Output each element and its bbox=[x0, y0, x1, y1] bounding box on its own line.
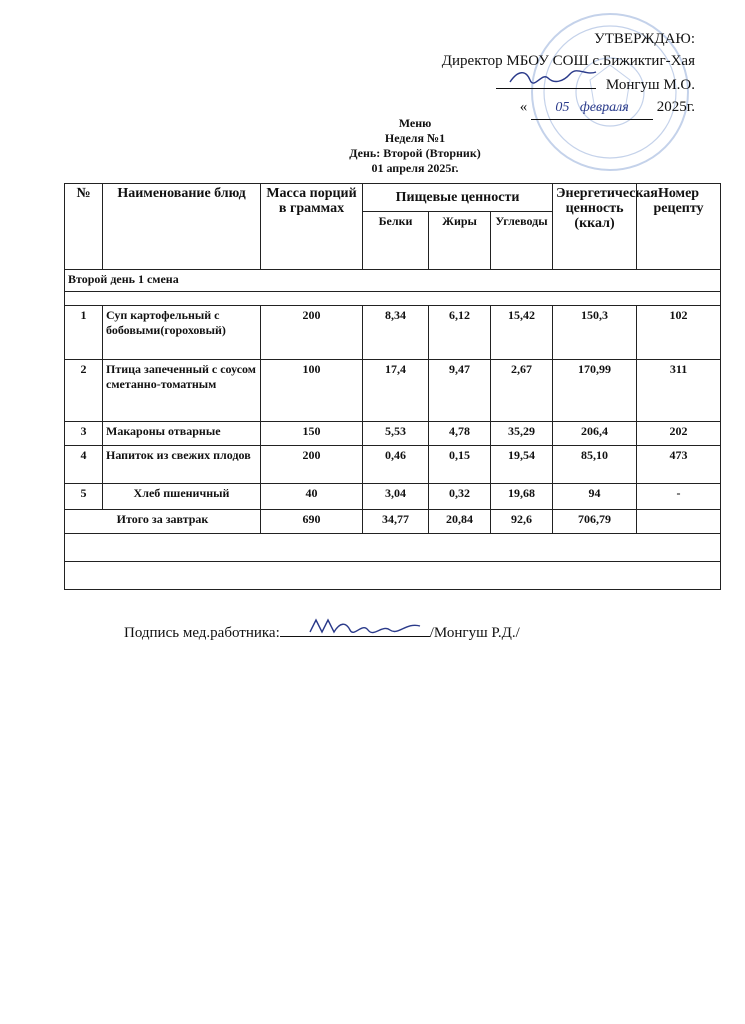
header-carbs: Углеводы bbox=[491, 212, 553, 270]
medic-signature-icon bbox=[306, 616, 426, 636]
header-no: № bbox=[65, 184, 103, 270]
header-fat: Жиры bbox=[429, 212, 491, 270]
approval-block bbox=[442, 28, 695, 120]
table-row: 2 Птица запеченный с соусом сметанно-томатным 100 17,4 9,47 2,67 170,99 311 bbox=[65, 360, 721, 422]
title-date: 01 апреля 2025г. bbox=[371, 161, 459, 175]
approval-name: Монгуш М.О. bbox=[605, 77, 695, 93]
medic-signature-label: Подпись мед.работника: bbox=[124, 625, 280, 641]
approval-date-handwritten: 05 февраля bbox=[531, 97, 653, 120]
dish-name: Птица запеченный с соусом сметанно-томатным bbox=[103, 360, 261, 422]
table-row: 4 Напиток из свежих плодов 200 0,46 0,15 19,54 85,10 473 bbox=[65, 446, 721, 484]
dish-name: Суп картофельный с бобовыми(гороховый) bbox=[103, 306, 261, 360]
header-dish: Наименование блюд bbox=[103, 184, 261, 270]
approval-heading: УТВЕРЖДАЮ: bbox=[594, 31, 695, 47]
empty-row bbox=[65, 562, 721, 590]
header-recipe: Номер рецепту bbox=[637, 184, 721, 270]
director-signature bbox=[496, 72, 596, 89]
title-menu: Меню bbox=[398, 116, 432, 130]
title-day: День: Второй (Вторник) bbox=[349, 146, 481, 160]
table-row: 3 Макароны отварные 150 5,53 4,78 35,29 206,4 202 bbox=[65, 422, 721, 446]
dish-name: Макароны отварные bbox=[103, 422, 261, 446]
document-titles bbox=[0, 116, 745, 176]
approval-name-line bbox=[442, 72, 695, 96]
total-row: Итого за завтрак 690 34,77 20,84 92,6 706,79 bbox=[65, 510, 721, 534]
spacer-row bbox=[65, 292, 721, 306]
table-row: 5 Хлеб пшеничный 40 3,04 0,32 19,68 94 - bbox=[65, 484, 721, 510]
header-protein: Белки bbox=[363, 212, 429, 270]
medic-signature-line bbox=[124, 622, 520, 642]
section-title: Второй день 1 смена bbox=[65, 270, 721, 292]
header-nutrition: Пищевые ценности bbox=[363, 184, 553, 212]
total-label: Итого за завтрак bbox=[65, 510, 261, 534]
director-signature-icon bbox=[508, 68, 598, 86]
header-energy: Энергетическая ценность (ккал) bbox=[553, 184, 637, 270]
medic-name: /Монгуш Р.Д./ bbox=[429, 625, 520, 641]
medic-signature bbox=[280, 622, 430, 637]
title-week: Неделя №1 bbox=[384, 131, 446, 145]
dish-name: Напиток из свежих плодов bbox=[103, 446, 261, 484]
approval-date: « 05 февраля 2025г. bbox=[442, 96, 695, 120]
approval-position: Директор МБОУ СОШ с.Бижиктиг-Хая bbox=[441, 53, 695, 69]
menu-table bbox=[64, 183, 721, 590]
approval-year: 2025г. bbox=[656, 99, 695, 115]
empty-row bbox=[65, 534, 721, 562]
dish-name: Хлеб пшеничный bbox=[103, 484, 261, 510]
table-row: 1 Суп картофельный с бобовыми(гороховый) 200 8,34 6,12 15,42 150,3 102 bbox=[65, 306, 721, 360]
header-mass: Масса порций в граммах bbox=[261, 184, 363, 270]
